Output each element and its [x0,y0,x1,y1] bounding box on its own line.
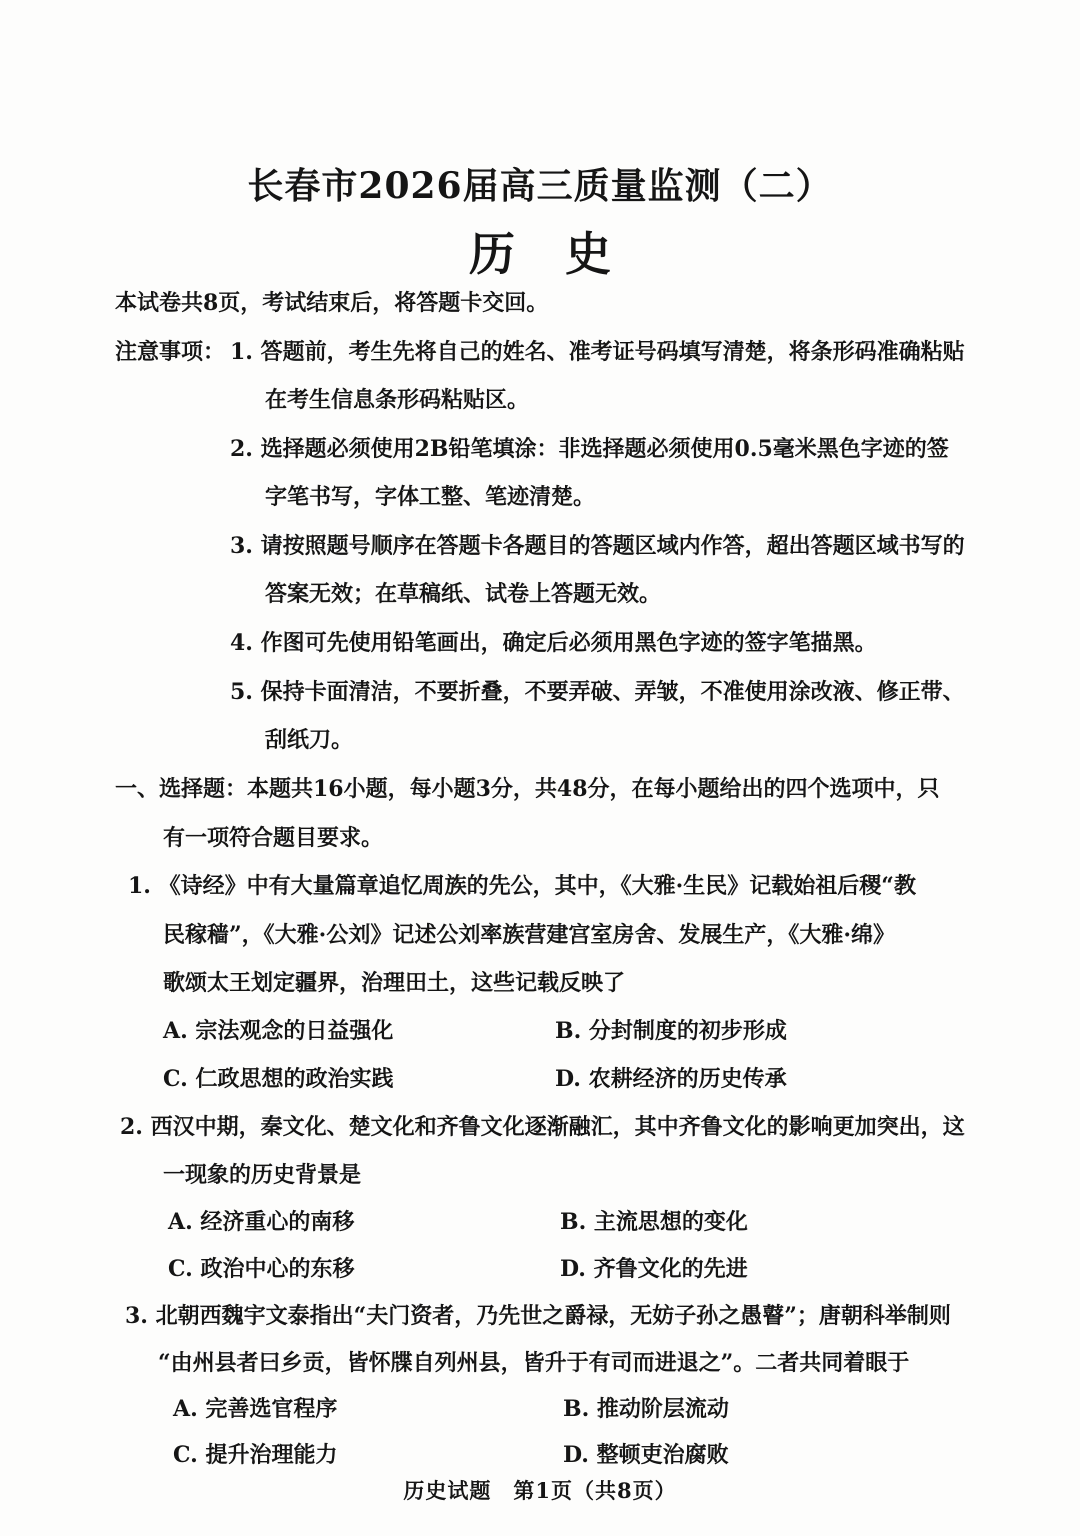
subject-title: 历史 [469,227,661,281]
question-3-option-d: D. 整顿吏治腐败 [563,1442,729,1468]
question-1-line-2: 民稼穑”，《大雅·公刘》记述公刘率族营建宫室房舍、发展生产，《大雅·绵》 [163,922,895,948]
question-3-line-1: 3. 北朝西魏宇文泰指出“夫门资者，乃先世之爵禄，无妨子孙之愚瞽”；唐朝科举制则 [125,1303,951,1329]
notice-label: 注意事项： [115,339,226,365]
question-1-option-b: B. 分封制度的初步形成 [555,1018,787,1044]
section-heading-line-2: 有一项符合题目要求。 [163,825,384,851]
exam-title: 长春市2026届高三质量监测（二） [247,165,833,207]
notice-item-5-line-1: 5. 保持卡面清洁，不要折叠，不要弄破、弄皱，不准使用涂改液、修正带、 [230,679,965,705]
question-2-option-a: A. 经济重心的南移 [168,1209,355,1235]
notice-item-3-line-1: 3. 请按照题号顺序在答题卡各题目的答题区域内作答，超出答题区域书写的 [230,533,965,559]
notice-item-2-line-1: 2. 选择题必须使用2B铅笔填涂：非选择题必须使用0.5毫米黑色字迹的签 [230,436,949,462]
section-heading-line-1: 一、选择题：本题共16小题，每小题3分，共48分，在每小题给出的四个选项中，只 [115,776,940,802]
question-2-option-b: B. 主流思想的变化 [560,1209,748,1235]
question-3-option-a: A. 完善选官程序 [173,1396,338,1422]
question-2-line-1: 2. 西汉中期，秦文化、楚文化和齐鲁文化逐渐融汇，其中齐鲁文化的影响更加突出，这 [120,1114,965,1140]
question-2-option-c: C. 政治中心的东移 [168,1256,355,1282]
notice-item-1-line-2: 在考生信息条形码粘贴区。 [265,387,530,413]
notice-item-5-line-2: 刮纸刀。 [265,727,354,753]
notice-item-1-line-1: 1. 答题前，考生先将自己的姓名、准考证号码填写清楚，将条形码准确粘贴 [230,339,965,365]
question-3-line-2: “由州县者曰乡贡，皆怀牒自列州县，皆升于有司而进退之”。二者共同着眼于 [158,1350,910,1376]
notice-item-3-line-2: 答案无效；在草稿纸、试卷上答题无效。 [265,581,662,607]
question-3-option-b: B. 推动阶层流动 [563,1396,729,1422]
page-footer: 历史试题 第1页（共8页） [403,1478,677,1503]
question-3-option-c: C. 提升治理能力 [173,1442,338,1468]
intro-text: 本试卷共8页，考试结束后，将答题卡交回。 [115,290,549,316]
question-1-line-3: 歌颂太王划定疆界，治理田土，这些记载反映了 [163,970,626,996]
question-2-option-d: D. 齐鲁文化的先进 [560,1256,748,1282]
question-2-line-2: 一现象的历史背景是 [163,1162,362,1188]
notice-item-2-line-2: 字笔书写，字体工整、笔迹清楚。 [265,484,596,510]
question-1-option-a: A. 宗法观念的日益强化 [163,1018,394,1044]
question-1-option-d: D. 农耕经济的历史传承 [555,1066,787,1092]
notice-item-4-line-1: 4. 作图可先使用铅笔画出，确定后必须用黑色字迹的签字笔描黑。 [230,630,877,656]
question-1-option-c: C. 仁政思想的政治实践 [163,1066,394,1092]
question-1-line-1: 1. 《诗经》中有大量篇章追忆周族的先公，其中，《大雅·生民》记载始祖后稷“教 [128,873,916,899]
